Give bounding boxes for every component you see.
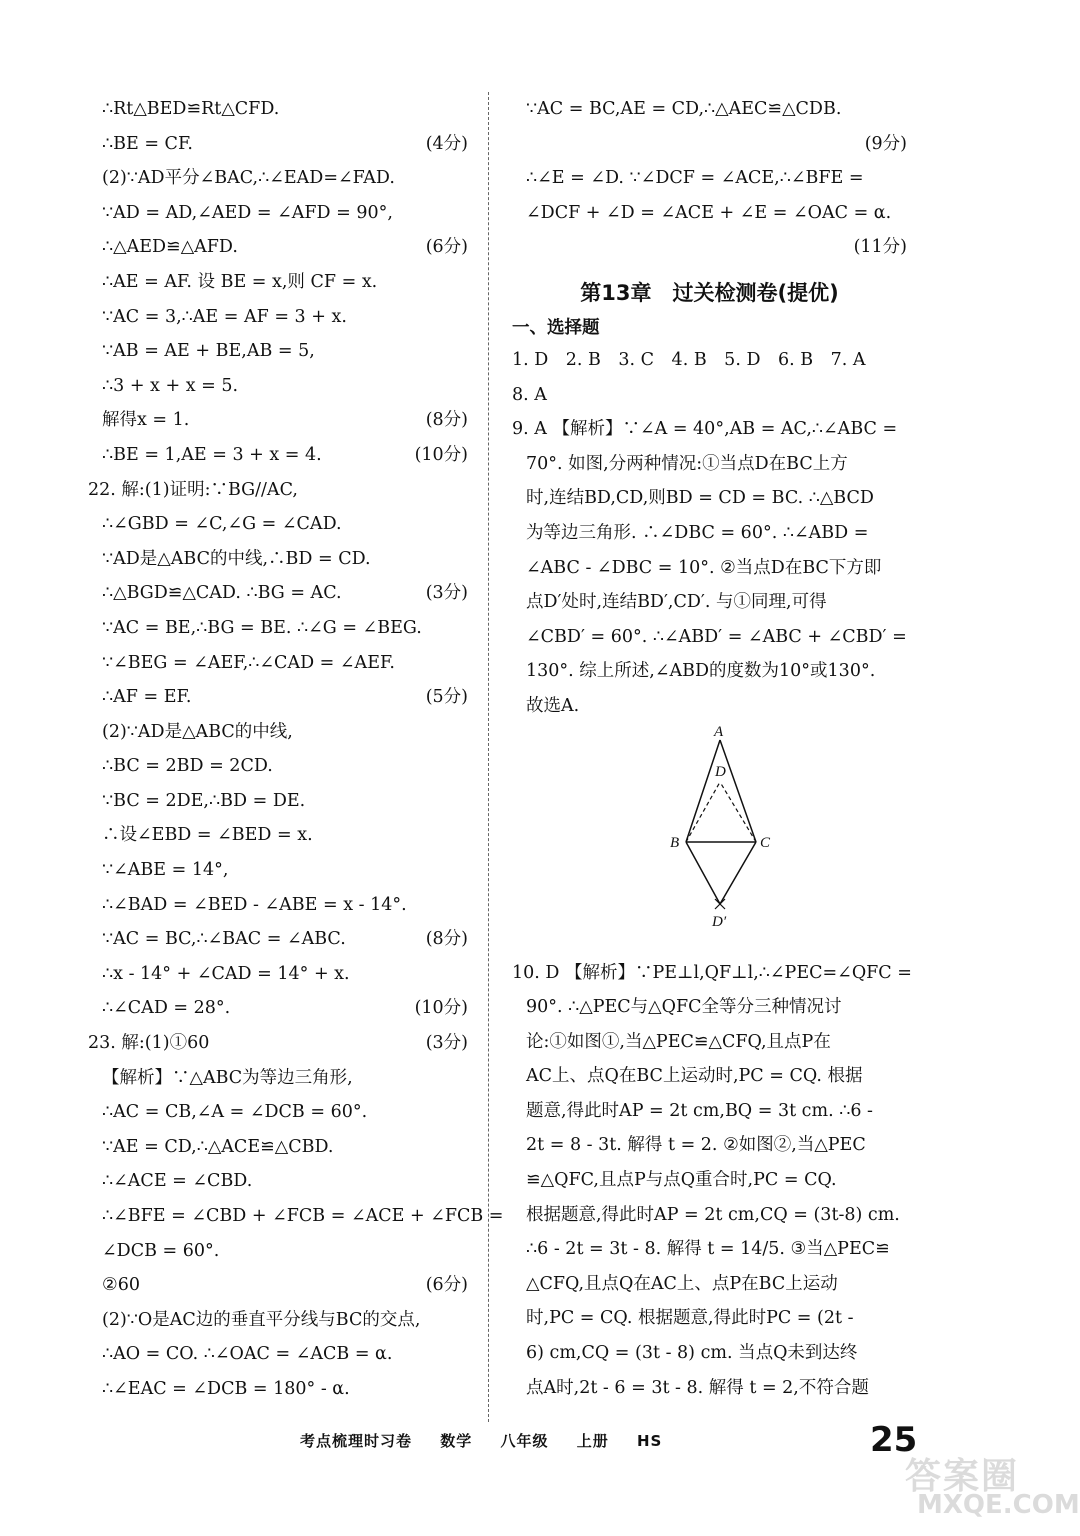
- line-text: 2t = 8 - 3t. 解得 t = 2. ②如图②,当△PEC: [526, 1135, 866, 1156]
- line-text: ∠DCF + ∠D = ∠ACE + ∠E = ∠OAC = α.: [526, 202, 892, 223]
- line-text: ∠DCB = 60°.: [102, 1240, 220, 1261]
- answer-line: [512, 654, 907, 689]
- answer-line: [512, 378, 907, 413]
- solution-line: [88, 818, 468, 853]
- line-text: ∴3 + x + x = 5.: [102, 375, 239, 396]
- answer-block-10: [512, 956, 912, 1406]
- line-text: 解得x = 1.: [102, 410, 190, 431]
- line-text: ∵AD = AD,∠AED = ∠AFD = 90°,: [102, 202, 393, 223]
- line-text: ∵∠ABE = 14°,: [102, 860, 229, 881]
- line-text: ∵AE = CD,∴△ACE≌△CBD.: [102, 1136, 334, 1157]
- solution-line: [88, 784, 468, 819]
- line-text: (2)∵AD平分∠BAC,∴∠EAD=∠FAD.: [102, 168, 395, 189]
- answer-line: [512, 990, 907, 1025]
- line-text: 故选A.: [526, 695, 580, 716]
- line-text: 为等边三角形. ∴∠DBC = 60°. ∴∠ABD =: [526, 522, 869, 543]
- right-column: [512, 92, 912, 1405]
- solution-line: [88, 230, 468, 265]
- line-text: 1. D 2. B 3. C 4. B 5. D 6. B 7. A: [512, 349, 866, 370]
- solution-line: [88, 507, 468, 542]
- line-text: ∴△AED≌△AFD.: [102, 237, 238, 258]
- solution-line: [88, 853, 468, 888]
- solution-line: [88, 127, 468, 162]
- solution-line: [88, 611, 468, 646]
- chapter-title: 第13章 过关检测卷(提优): [580, 280, 839, 305]
- answer-line: [512, 447, 907, 482]
- line-text: (2)∵AD是△ABC的中线,: [102, 721, 293, 742]
- footer-volume: 上册: [576, 1432, 609, 1450]
- solution-line: [88, 403, 468, 438]
- line-text: ∴BC = 2BD = 2CD.: [102, 756, 273, 777]
- score-label: (3分): [425, 583, 468, 604]
- label-B: B: [670, 834, 680, 851]
- answer-block-9: [512, 343, 907, 724]
- watermark: [905, 1448, 1080, 1528]
- solution-line: [88, 991, 468, 1026]
- solution-line: [88, 1234, 468, 1269]
- answer-line: [512, 620, 907, 655]
- line-text: ∵AC = BC,∴∠BAC = ∠ABC.: [102, 929, 346, 950]
- line-text: ∴AO = CO. ∴∠OAC = ∠ACB = α.: [102, 1344, 393, 1365]
- solution-line: [88, 438, 468, 473]
- line-text: ∵BC = 2DE,∴BD = DE.: [102, 790, 306, 811]
- line-text: 点A时,2t - 6 = 3t - 8. 解得 t = 2,不符合题: [526, 1377, 869, 1398]
- solution-line: [512, 161, 907, 196]
- solution-line: [88, 1303, 468, 1338]
- footer-edition: HS: [637, 1432, 663, 1450]
- solution-line: [88, 1164, 468, 1199]
- line-text: ∴∠CAD = 28°.: [102, 998, 231, 1019]
- answer-line: [512, 689, 907, 724]
- line-text: ∴Rt△BED≌Rt△CFD.: [102, 99, 280, 119]
- solution-line: [512, 127, 907, 162]
- line-text: ∴∠BAD = ∠BED - ∠ABE = x - 14°.: [102, 894, 407, 915]
- solution-line: [88, 1268, 468, 1303]
- line-text: ∵AC = 3,∴AE = AF = 3 + x.: [102, 306, 347, 327]
- section-title: 一、选择题: [512, 317, 600, 338]
- page-footer: [300, 1430, 684, 1451]
- line-text: 点D′处时,连结BD′,CD′. 与①同理,可得: [526, 592, 827, 613]
- score-label: (9分): [864, 133, 907, 154]
- line-text: ∴∠BFE = ∠CBD + ∠FCB = ∠ACE + ∠FCB =: [102, 1206, 504, 1226]
- label-D-prime: D′: [712, 913, 727, 930]
- line-text: 【解析】∵△ABC为等边三角形,: [102, 1067, 353, 1088]
- solution-line: [512, 230, 907, 265]
- label-D: D: [715, 763, 726, 780]
- label-C: C: [760, 834, 771, 851]
- solution-line: [88, 334, 468, 369]
- line-text: 时,连结BD,CD,则BD = CD = BC. ∴△BCD: [526, 488, 874, 509]
- answer-line: [512, 1059, 907, 1094]
- line-text: 根据题意,得此时AP = 2t cm,CQ = (3t-8) cm.: [526, 1204, 900, 1225]
- line-text: ∴AE = AF. 设 BE = x,则 CF = x.: [102, 271, 378, 292]
- line-text: ∴∠ACE = ∠CBD.: [102, 1171, 253, 1192]
- solution-line: [88, 1130, 468, 1165]
- answer-line: [512, 343, 907, 378]
- score-label: (11分): [853, 237, 907, 258]
- solution-line: [88, 1061, 468, 1096]
- score-label: (8分): [425, 929, 468, 950]
- line-text: 8. A: [512, 384, 547, 405]
- line-text: 6) cm,CQ = (3t - 8) cm. 当点Q未到达终: [526, 1343, 858, 1364]
- line-text: ∴6 - 2t = 3t - 8. 解得 t = 14/5. ③当△PEC≌: [526, 1239, 890, 1260]
- triangle-diagram: [662, 724, 782, 956]
- solution-line: [88, 300, 468, 335]
- line-text: AC上、点Q在BC上运动时,PC = CQ. 根据: [526, 1066, 863, 1087]
- left-column: [88, 92, 504, 1407]
- line-text: ≌△QFC,且点P与点Q重合时,PC = CQ.: [526, 1170, 837, 1191]
- answer-line: [512, 412, 907, 447]
- solution-line: [88, 1095, 468, 1130]
- solution-line: [88, 1337, 468, 1372]
- solution-line: [88, 1199, 504, 1234]
- score-label: (4分): [425, 133, 468, 154]
- line-text: 题意,得此时AP = 2t cm,BQ = 3t cm. ∴6 -: [526, 1100, 873, 1121]
- answer-line: [512, 1025, 907, 1060]
- label-A: A: [714, 723, 724, 740]
- line-text: ∴设∠EBD = ∠BED = x.: [102, 825, 313, 846]
- solution-line: [88, 265, 468, 300]
- solution-line: [88, 922, 468, 957]
- solution-line: [88, 749, 468, 784]
- answer-line: [512, 1128, 907, 1163]
- answer-line: [512, 481, 907, 516]
- solution-line: [88, 473, 468, 508]
- triangle-figure: [512, 724, 907, 956]
- line-text: ②60: [102, 1275, 140, 1296]
- line-text: ∵AD是△ABC的中线,∴BD = CD.: [102, 548, 371, 569]
- solution-line: [88, 161, 468, 196]
- line-text: ∵AC = BE,∴BG = BE. ∴∠G = ∠BEG.: [102, 617, 422, 638]
- answer-line: [512, 516, 907, 551]
- line-text: ∴∠EAC = ∠DCB = 180° - α.: [102, 1378, 350, 1399]
- line-text: ∠ABC - ∠DBC = 10°. ②当点D在BC下方即: [526, 557, 882, 578]
- solution-line: [88, 542, 468, 577]
- solution-line: [88, 888, 468, 923]
- answer-line: [512, 1371, 907, 1406]
- footer-book: 考点梳理时习卷: [300, 1432, 413, 1450]
- answer-line: [512, 1232, 907, 1267]
- answer-line: [512, 1094, 907, 1129]
- line-text: 论:①如图①,当△PEC≌△CFQ,且点P在: [526, 1031, 831, 1052]
- watermark-url: MXQE.COM: [917, 1490, 1080, 1520]
- answer-line: [512, 585, 907, 620]
- solution-line: [512, 92, 907, 127]
- solution-line: [88, 1026, 468, 1061]
- line-text: ∵AB = AE + BE,AB = 5,: [102, 341, 315, 362]
- line-text: 130°. 综上所述,∠ABD的度数为10°或130°.: [526, 661, 876, 682]
- line-text: ∴∠GBD = ∠C,∠G = ∠CAD.: [102, 514, 342, 535]
- line-text: ∵AC = BC,AE = CD,∴△AEC≌△CDB.: [526, 99, 842, 119]
- answer-line: [512, 1301, 907, 1336]
- footer-grade: 八年级: [500, 1432, 549, 1450]
- line-text: 22. 解:(1)证明:∵BG//AC,: [88, 479, 298, 500]
- line-text: ∴AF = EF.: [102, 687, 192, 708]
- line-text: ∴BE = 1,AE = 3 + x = 4.: [102, 444, 322, 465]
- line-text: 70°. 如图,分两种情况:①当点D在BC上方: [526, 453, 848, 474]
- score-label: (8分): [425, 410, 468, 431]
- line-text: 90°. ∴△PEC与△QFC全等分三种情况讨: [526, 997, 842, 1018]
- solution-line: [88, 92, 468, 127]
- line-text: ∴x - 14° + ∠CAD = 14° + x.: [102, 963, 350, 984]
- line-text: △CFQ,且点Q在AC上、点P在BC上运动: [526, 1273, 838, 1294]
- score-label: (5分): [425, 687, 468, 708]
- line-text: ∠CBD′ = 60°. ∴∠ABD′ = ∠ABC + ∠CBD′ =: [526, 626, 907, 647]
- right-top-block: [512, 92, 907, 265]
- line-text: 23. 解:(1)①60: [88, 1033, 210, 1054]
- page-number: 25: [870, 1420, 918, 1460]
- score-label: (10分): [414, 998, 468, 1019]
- line-text: (2)∵O是AC边的垂直平分线与BC的交点,: [102, 1309, 421, 1330]
- answer-line: [512, 551, 907, 586]
- solution-line: [88, 715, 468, 750]
- line-text: ∴∠E = ∠D. ∵∠DCF = ∠ACE,∴∠BFE =: [526, 168, 864, 189]
- answer-line: [512, 1267, 907, 1302]
- solution-line: [512, 196, 907, 231]
- line-text: ∴AC = CB,∠A = ∠DCB = 60°.: [102, 1102, 368, 1123]
- answer-line: [512, 956, 912, 991]
- answer-line: [512, 1163, 907, 1198]
- watermark-logo-text: 答案圈: [905, 1456, 1020, 1497]
- footer-subject: 数学: [440, 1432, 473, 1450]
- answer-line: [512, 1198, 907, 1233]
- answer-line: [512, 1336, 907, 1371]
- solution-line: [88, 957, 468, 992]
- line-text: ∴△BGD≌△CAD. ∴BG = AC.: [102, 583, 342, 604]
- line-text: 10. D 【解析】∵PE⊥l,QF⊥l,∴∠PEC=∠QFC =: [512, 962, 912, 983]
- solution-line: [88, 1372, 468, 1407]
- solution-line: [88, 576, 468, 611]
- line-text: ∴BE = CF.: [102, 133, 193, 154]
- solution-line: [88, 680, 468, 715]
- line-text: 时,PC = CQ. 根据题意,得此时PC = (2t -: [526, 1308, 854, 1329]
- line-text: 9. A 【解析】∵∠A = 40°,AB = AC,∴∠ABC =: [512, 419, 898, 440]
- solution-line: [88, 196, 468, 231]
- score-label: (3分): [425, 1033, 468, 1054]
- line-text: ∵∠BEG = ∠AEF,∴∠CAD = ∠AEF.: [102, 652, 395, 673]
- score-label: (6分): [425, 1275, 468, 1296]
- score-label: (10分): [414, 444, 468, 465]
- solution-line: [88, 369, 468, 404]
- solution-line: [88, 646, 468, 681]
- score-label: (6分): [425, 237, 468, 258]
